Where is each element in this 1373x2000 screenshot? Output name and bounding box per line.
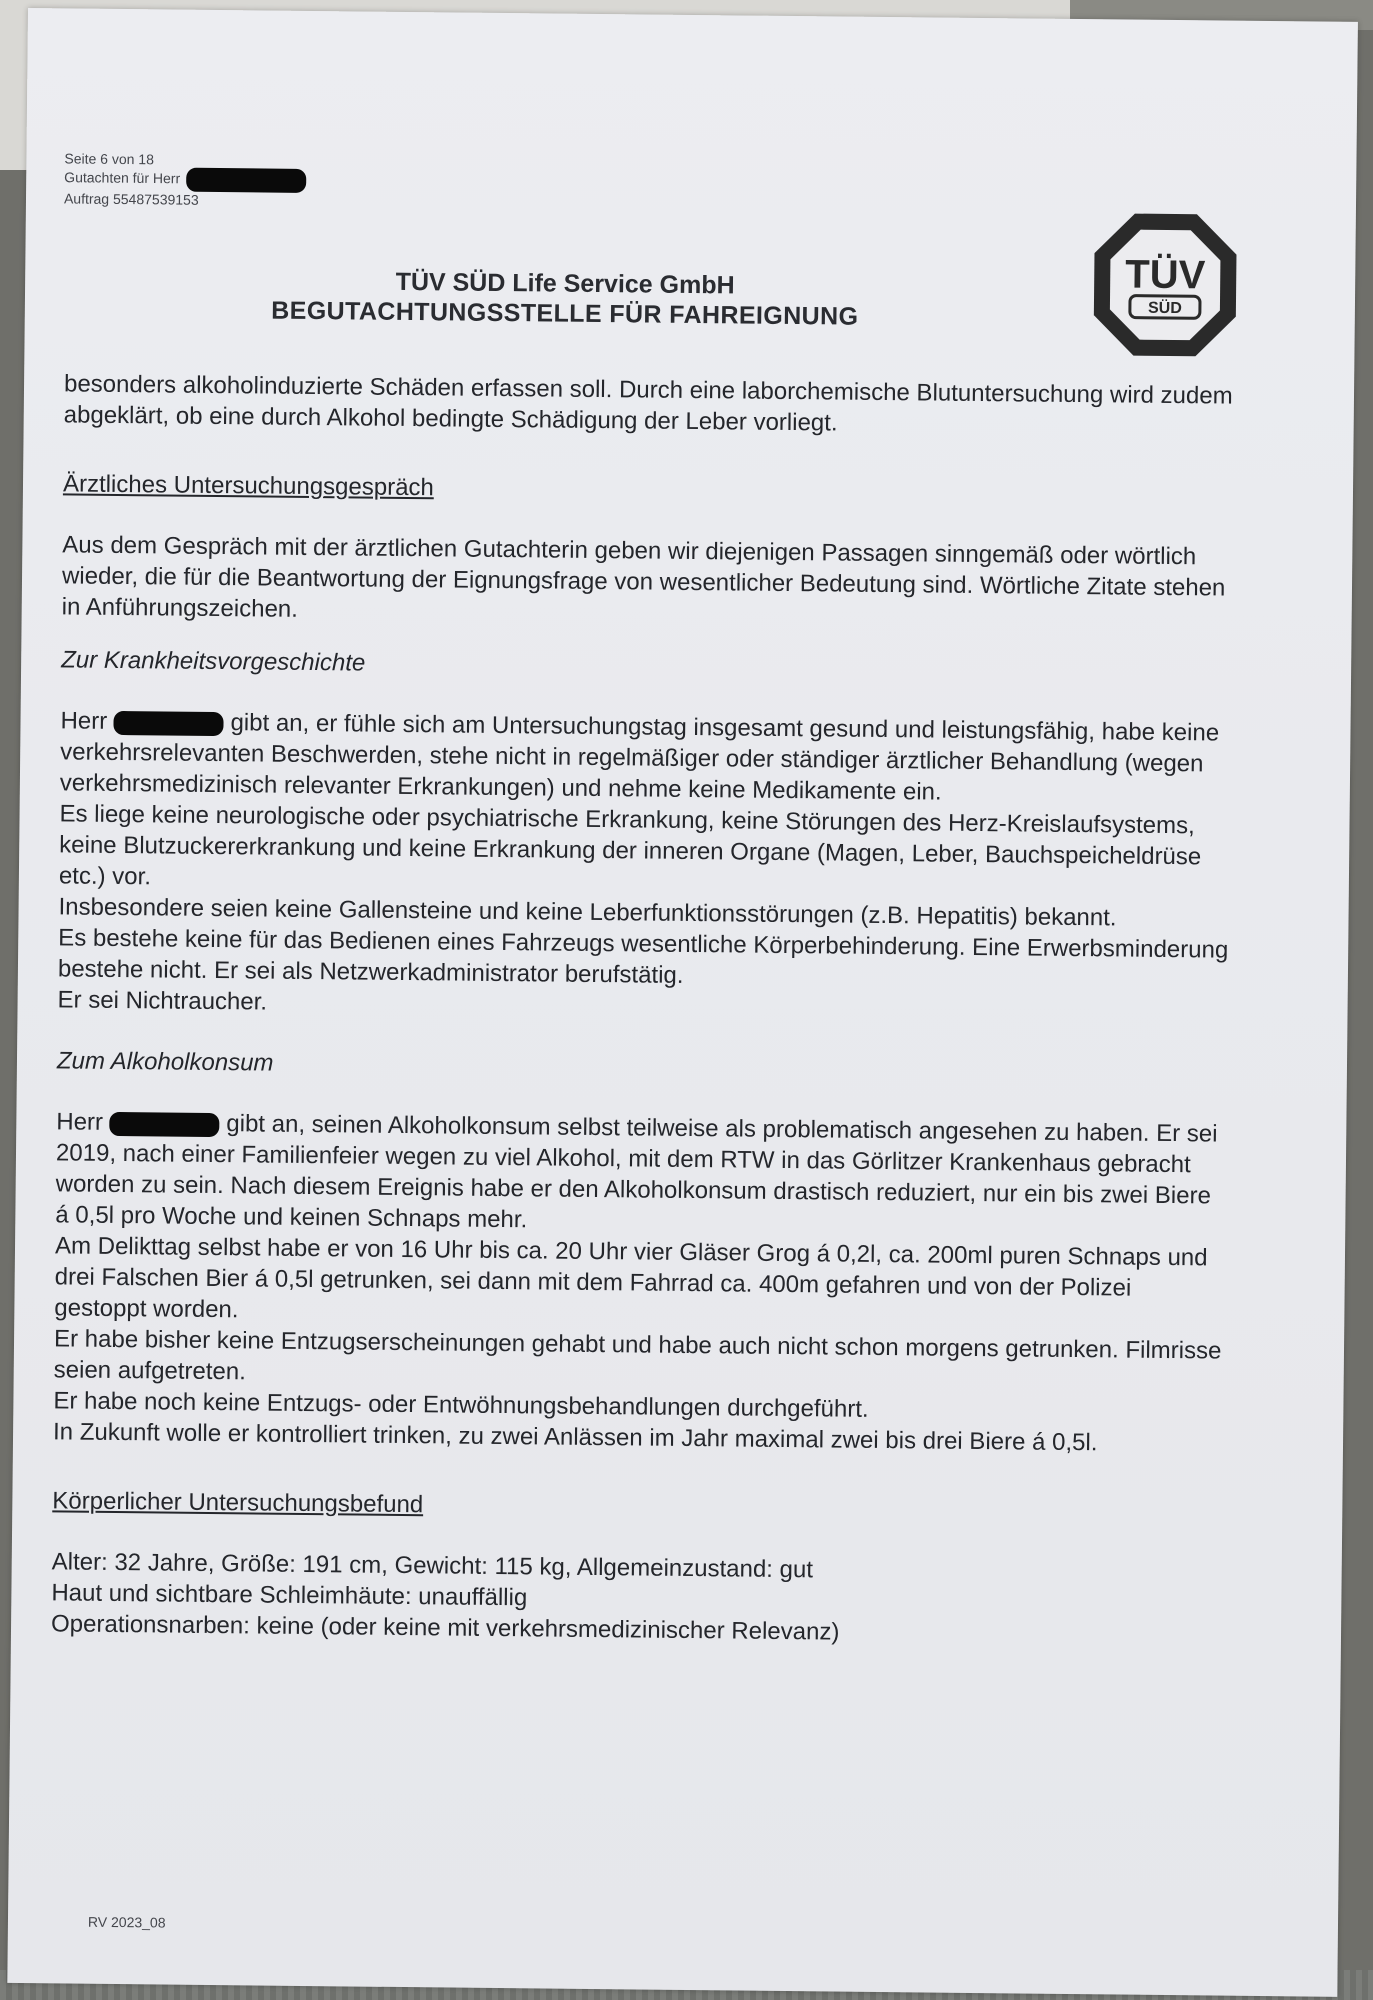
exam-line: Operationsnarben: keine (oder keine mit verkehrsmedizinischer Relevanz)	[50, 1610, 840, 1646]
alcohol-line: Er habe noch keine Entzugs- oder Entwöhnungsbehandlungen durchgeführt.	[53, 1387, 869, 1423]
document-body	[51, 368, 1239, 1651]
order-number: Auftrag 55487539153	[63, 190, 199, 208]
redaction-bar	[186, 168, 306, 193]
alcohol-text: gibt an, seinen Alkoholkonsum selbst teilweise als problematisch angesehen zu haben. Er sei 2019, nach einer Familienfeier wegen zu viel Alkohol, mit dem RTW in das Görlitzer Krankenhaus gebracht worden zu sein. Nach diesem Ereignis habe er den Alkoholkonsum drastisch reduziert, nur ein bis zwei Biere á 0,5l pro Woche und keinen Schnaps mehr.	[55, 1110, 1218, 1234]
report-recipient-label: Gutachten für Herr	[64, 169, 181, 187]
exam-line: Alter: 32 Jahre, Größe: 191 cm, Gewicht: 115 kg, Allgemeinzustand: gut	[51, 1548, 814, 1584]
medical-history-line: Insbesondere seien keine Gallensteine und keine Leberfunktionsstörungen (z.B. Hepatitis) bekannt.	[58, 893, 1117, 932]
redaction-bar	[110, 1112, 220, 1137]
section-heading-medical-history: Zur Krankheitsvorgeschichte	[61, 646, 366, 677]
redaction-bar	[114, 711, 224, 736]
exam-line: Haut und sichtbare Schleimhäute: unauffällig	[51, 1579, 528, 1612]
page-number: Seite 6 von 18	[64, 150, 155, 168]
footer-code: RV 2023_08	[87, 1913, 166, 1931]
company-name: TÜV SÜD Life Service GmbH	[395, 267, 735, 300]
section-heading-physical-exam: Körperlicher Untersuchungsbefund	[52, 1487, 424, 1519]
page-meta	[64, 150, 306, 209]
alcohol-paragraph	[55, 1106, 1231, 1242]
alcohol-line: In Zukunft wolle er kontrolliert trinken, zu zwei Anlässen im Jahr maximal zwei bis drei Biere á 0,5l.	[52, 1418, 1098, 1457]
medical-history-line: Es liege keine neurologische oder psychiatrische Erkrankung, keine Störungen des Herz-Kreislaufsystems, keine Blutzuckererkrankung und keine Erkrankung der inneren Organe (Magen, Leber, Bauchspeicheldrüse etc.) vor.	[58, 800, 1202, 891]
medical-history-line: Es bestehe keine für das Bedienen eines Fahrzeugs wesentliche Körperbehinderung. Eine Erwerbsminderung bestehe nicht. Er sei als Netzwerkadministrator berufstätig.	[57, 924, 1229, 989]
section-heading-alcohol: Zum Alkoholkonsum	[56, 1047, 274, 1077]
interview-paragraph: Aus dem Gespräch mit der ärztlichen Gutachterin geben wir diejenigen Passagen sinngemäß oder wörtlich wieder, die für die Beantwortung der Eignungsfrage von wesentlicher Bedeutung sind. Wörtliche Zitate stehen in Anführungszeichen.	[61, 531, 1226, 623]
letterhead	[175, 265, 956, 333]
alcohol-line: Am Delikttag selbst habe er von 16 Uhr bis ca. 20 Uhr vier Gläser Grog á 0,2l, ca. 200ml puren Schnaps und drei Falschen Bier á 0,5l getrunken, sei dann mit dem Fahrrad ca. 400m gefahren und von der Polizei gestoppt worden.	[54, 1232, 1208, 1324]
patient-title: Herr	[60, 707, 108, 735]
medical-history-line: Er sei Nichtraucher.	[57, 986, 268, 1016]
medical-history-text: gibt an, er fühle sich am Untersuchungstag insgesamt gesund und leistungsfähig, habe keine verkehrsrelevanten Beschwerden, stehe nicht in regelmäßiger oder ständiger ärztlicher Behandlung (wegen verkehrsmedizinisch relevanter Erkrankungen) und nehme keine Medikamente ein.	[59, 709, 1220, 806]
logo-text-top: TÜV	[1125, 252, 1206, 298]
logo-text-bottom: SÜD	[1147, 299, 1182, 318]
medical-history-paragraph	[60, 705, 1236, 810]
tuv-sud-logo-icon	[1089, 209, 1241, 361]
alcohol-line: Er habe bisher keine Entzugserscheinungen gehabt und habe auch nicht schon morgens getrunken. Filmrisse seien aufgetreten.	[53, 1325, 1222, 1386]
report-recipient	[64, 166, 306, 193]
office-name: BEGUTACHTUNGSSTELLE FÜR FAHREIGNUNG	[271, 296, 859, 331]
intro-paragraph: besonders alkoholinduzierte Schäden erfassen soll. Durch eine laborchemische Blutuntersuchung wird zudem abgeklärt, ob eine durch Alkohol bedingte Schädigung der Leber vorliegt.	[63, 370, 1233, 437]
patient-title: Herr	[56, 1108, 104, 1136]
section-heading-interview: Ärztliches Untersuchungsgespräch	[62, 470, 434, 502]
document-page	[7, 8, 1358, 1997]
